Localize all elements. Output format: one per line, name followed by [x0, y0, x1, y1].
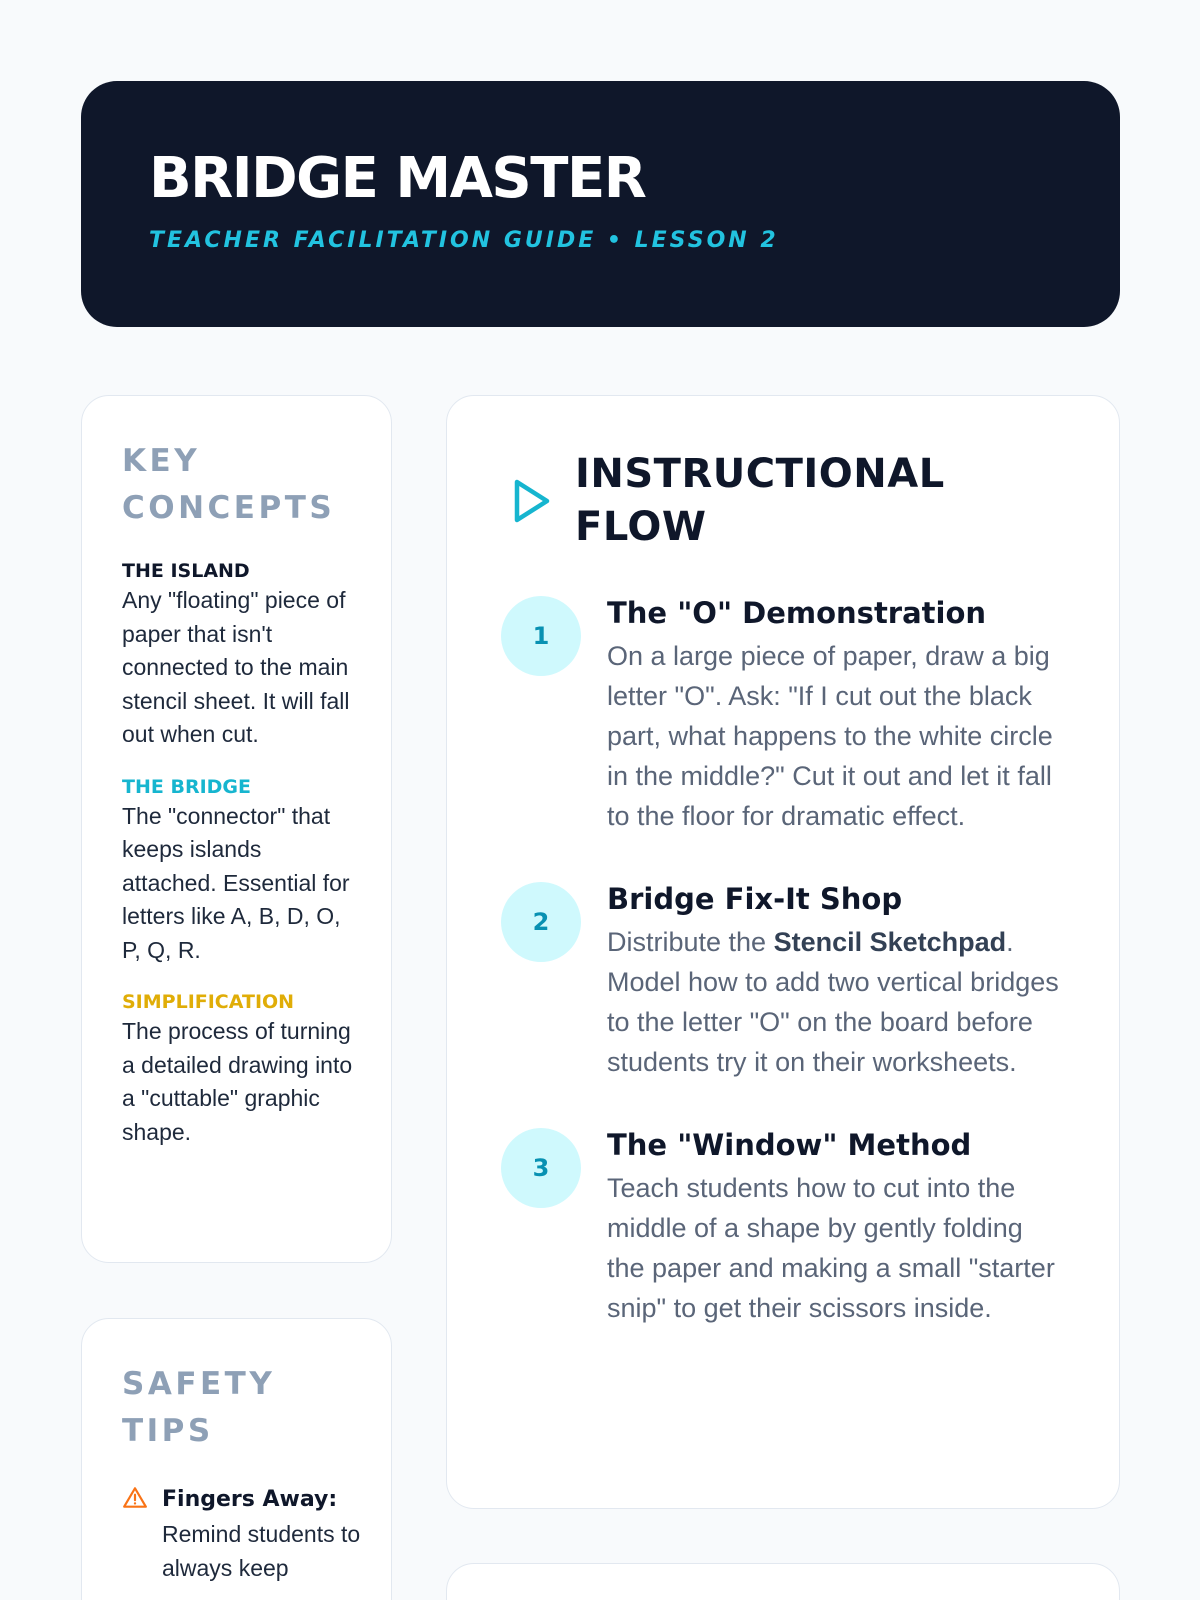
safety-tip-label: Fingers Away:: [162, 1487, 338, 1512]
safety-tips-card: [81, 1318, 392, 1600]
page-title: BRIDGE MASTER: [149, 146, 646, 211]
concept-definition: Any "floating" piece of paper that isn't connected to the main stencil sheet. It will fall out when cut.: [122, 587, 350, 747]
concept-definition: The "connector" that keeps islands attached. Essential for letters like A, B, D, O, P, Q, R.: [122, 802, 350, 963]
warning-icon: [122, 1485, 148, 1511]
step-item: [507, 1126, 1069, 1328]
step-text: Teach students how to cut into the middle of a shape by gently folding the paper and making a small "starter snip" to get their scissors inside.: [607, 1173, 1055, 1323]
step-body: [607, 1126, 1067, 1328]
page-header: [81, 81, 1120, 327]
play-icon: [507, 475, 555, 527]
instructional-flow-card: [446, 395, 1120, 1509]
step-list: [507, 594, 1069, 1328]
safety-tips-title: SAFETY TIPS: [122, 1366, 276, 1449]
step-text: [607, 922, 1067, 1082]
safety-tip-text: Remind students to always keep: [162, 1521, 361, 1581]
page-subtitle: TEACHER FACILITATION GUIDE • LESSON 2: [149, 228, 779, 253]
key-concepts-card: [81, 395, 392, 1263]
flow-title: INSTRUCTIONAL FLOW: [575, 451, 945, 550]
concept-item-simplification: [122, 989, 361, 1149]
key-concepts-title: KEY CONCEPTS: [122, 443, 336, 526]
step-title: The "Window" Method: [607, 1128, 972, 1162]
concept-definition: The process of turning a detailed drawing into a "cuttable" graphic shape.: [122, 1018, 353, 1145]
step-number-badge: 2: [501, 882, 581, 962]
step-item: [507, 880, 1069, 1082]
next-section-card: [446, 1563, 1120, 1600]
step-text: On a large piece of paper, draw a big letter "O". Ask: "If I cut out the black part, what happens to the white circle in the middle?" Cut it out and let it fall to the floor for dramatic effect.: [607, 641, 1053, 831]
step-text-after: . Model how to add two vertical bridges to the letter "O" on the board before students try it on their worksheets.: [607, 927, 1059, 1077]
step-body: [607, 880, 1067, 1082]
step-body: [607, 594, 1067, 836]
safety-tip: [122, 1483, 361, 1585]
concept-list: [122, 558, 361, 1149]
step-text-before: Distribute the: [607, 927, 774, 957]
step-title: Bridge Fix-It Shop: [607, 882, 903, 916]
concept-item-island: [122, 558, 361, 752]
step-title: The "O" Demonstration: [607, 596, 987, 630]
concept-term: THE ISLAND: [122, 560, 250, 582]
concept-term: SIMPLIFICATION: [122, 991, 295, 1013]
concept-item-bridge: [122, 774, 361, 968]
step-item: [507, 594, 1069, 836]
step-number-badge: 3: [501, 1128, 581, 1208]
flow-header: [507, 448, 1069, 554]
step-number-badge: 1: [501, 596, 581, 676]
concept-term: THE BRIDGE: [122, 775, 251, 798]
step-text-highlight: Stencil Sketchpad: [773, 927, 1007, 957]
